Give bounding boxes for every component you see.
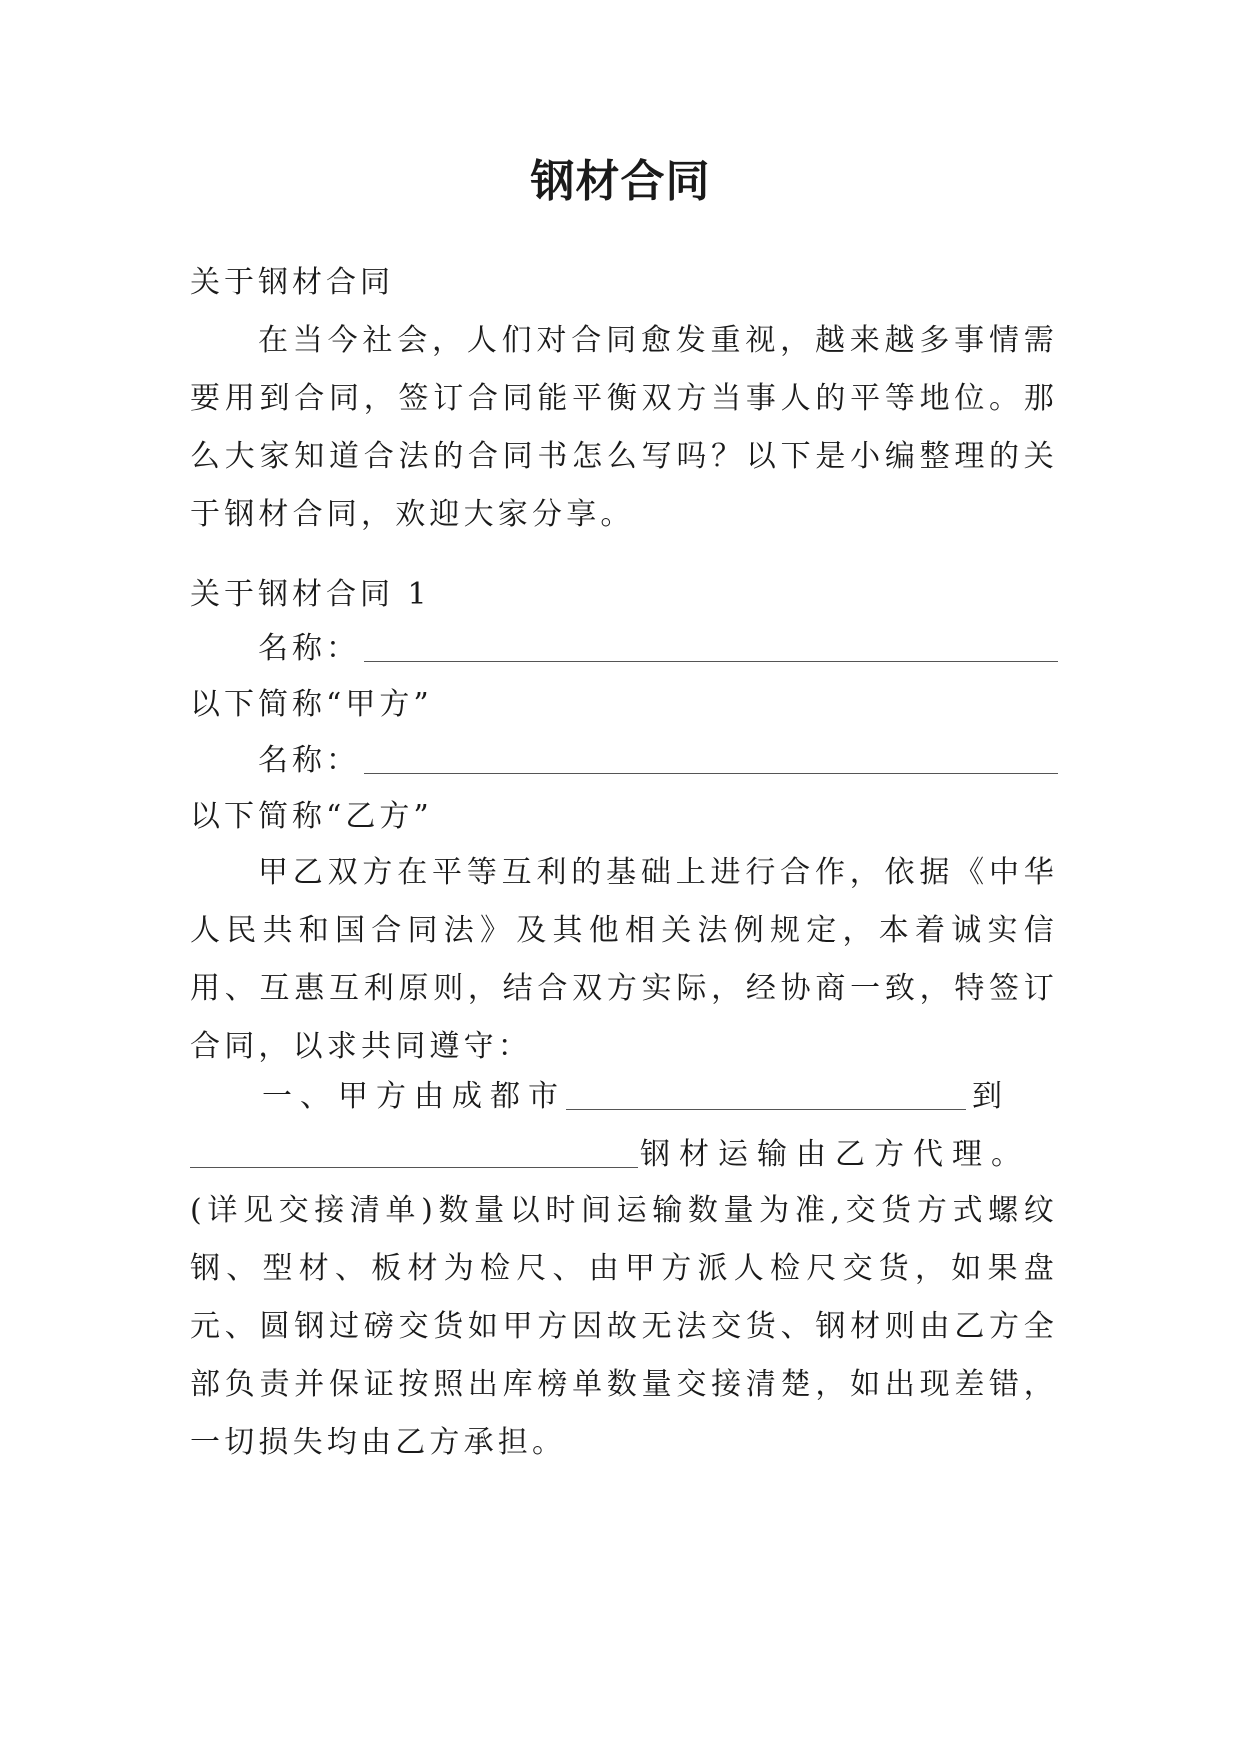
intro-heading: 关于钢材合同 (190, 265, 394, 300)
clause-1-after-blank: 钢材运输由乙方代理。 (640, 1137, 1030, 1172)
party-b-name-label: 名称： (258, 743, 360, 778)
preamble-paragraph: 甲乙双方在平等互利的基础上进行合作，依据《中华人民共和国合同法》及其他相关法例规定，本着诚实信用、互惠互利原则，结合双方实际，经协商一致，特签订合同，以求共同遵守： (190, 855, 1058, 1064)
clause-1-destination-blank[interactable] (190, 1167, 638, 1168)
clause-1-origin-blank[interactable] (566, 1109, 966, 1110)
contract-1-heading: 关于钢材合同 1 (190, 577, 431, 612)
party-a-name-blank[interactable] (364, 661, 1058, 662)
clause-1-body: (详见交接清单)数量以时间运输数量为准,交货方式螺纹钢、型材、板材为检尺、由甲方派人检尺交货，如果盘元、圆钢过磅交货如甲方因故无法交货、钢材则由乙方全部负责并保证按照出库榜单数量交接清楚，如出现差错，一切损失均由乙方承担。 (190, 1193, 1058, 1460)
clause-1-lead: 一、甲方由成都市 (262, 1079, 566, 1114)
party-a-alias: 以下简称“甲方” (190, 687, 433, 722)
clause-1-second-line (190, 1126, 1058, 1184)
clause-1-first-line (262, 1068, 1058, 1126)
party-b-name-field (258, 732, 1058, 790)
party-b-alias: 以下简称“乙方” (190, 799, 433, 834)
document-title: 钢材合同 (530, 156, 711, 207)
intro-paragraph: 在当今社会，人们对合同愈发重视，越来越多事情需要用到合同，签订合同能平衡双方当事人的平等地位。那么大家知道合法的合同书怎么写吗？以下是小编整理的关于钢材合同，欢迎大家分享。 (190, 323, 1058, 532)
party-a-name-field (258, 620, 1058, 678)
clause-1-to: 到 (972, 1079, 1010, 1114)
party-b-name-blank[interactable] (364, 773, 1058, 774)
party-a-name-label: 名称： (258, 631, 360, 666)
